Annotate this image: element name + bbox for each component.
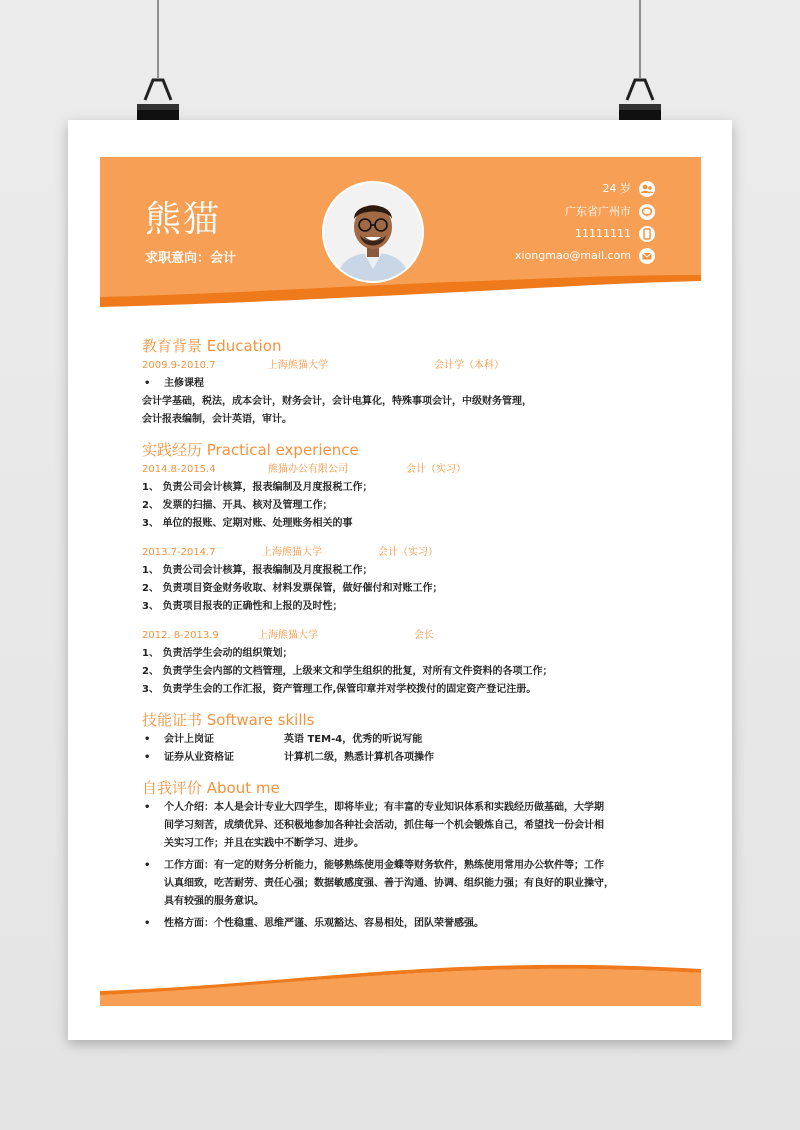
about-item (142, 857, 672, 911)
about-text: 个性稳重、思维严谨、乐观豁达、容易相处，团队荣誉感强。 (214, 918, 484, 929)
avatar-photo-icon (324, 183, 422, 281)
job-item: 1、 负责公司会计核算，报表编制及月度报税工作； (142, 482, 373, 493)
about-title: 自我评价 About me (142, 779, 280, 797)
job-role: 会长 (414, 630, 434, 641)
resume-body (142, 335, 672, 933)
courses-line: 会计学基础，税法，成本会计，财务会计，会计电算化，特殊事项会计，中级财务管理， (142, 396, 532, 407)
job-item: 3、 负责学生会的工作汇报，资产管理工作,保管印章并对学校拨付的固定资产登记注册。 (142, 684, 537, 695)
mail-icon (639, 248, 655, 264)
footer-wave (100, 963, 701, 1006)
education-school: 上海熊猫大学 (268, 360, 328, 371)
resume-header (100, 157, 701, 317)
job-item: 3、 负责项目报表的正确性和上报的及时性； (142, 601, 343, 612)
job-item: 3、 单位的报账、定期对账、处理账务相关的事 (142, 518, 353, 529)
contact-email: xiongmao@mail.com (515, 249, 631, 262)
contact-phone: 11111111 (575, 227, 631, 240)
practice-title: 实践经历 Practical experience (142, 441, 359, 459)
job-item: 2、 发票的扫描、开具、核对及管理工作； (142, 500, 333, 511)
about-text: 关实习工作；并且在实践中不断学习、进步。 (164, 838, 364, 849)
skill-row (142, 731, 672, 749)
job-date: 2014.8-2015.4 (142, 464, 216, 475)
about-item (142, 799, 672, 853)
education-major: 会计学（本科） (434, 360, 504, 371)
courses-label: • 主修课程 (142, 375, 672, 393)
job-role: 会计（实习） (406, 464, 466, 475)
about-text: 认真细致，吃苦耐劳、责任心强；数据敏感度强、善于沟通、协调、组织能力强；有良好的职业操守， (164, 878, 614, 889)
job-header (142, 627, 672, 645)
about-text: 本人是会计专业大四学生，即将毕业；有丰富的专业知识体系和实践经历做基础，大学期 (214, 802, 604, 813)
about-text: 间学习刻苦，成绩优异、还积极地参加各种社会活动，抓住每一个机会锻炼自己，希望找一份会计相 (164, 820, 604, 831)
skill-row (142, 749, 672, 767)
binder-clip-left-icon (131, 0, 185, 140)
job-date: 2013.7-2014.7 (142, 547, 216, 558)
contact-age: 24 岁 (602, 182, 631, 195)
job-date: 2012. 8-2013.9 (142, 630, 219, 641)
education-date: 2009.9-2010.7 (142, 360, 216, 371)
job-item: 2、 负责项目资金财务收取、材料发票保管，做好催付和对账工作； (142, 583, 443, 594)
resume-page (100, 157, 701, 1006)
education-row (142, 357, 672, 375)
job-item: 1、 负责公司会计核算，报表编制及月度报税工作； (142, 565, 373, 576)
job-item: 1、 负责活学生会动的组织策划； (142, 648, 293, 659)
about-label: 工作方面： (164, 860, 214, 871)
job-org: 上海熊猫大学 (262, 547, 322, 558)
about-text: 具有较强的服务意识。 (164, 896, 264, 907)
skill-left: 证券从业资格证 (164, 752, 234, 763)
job-header (142, 461, 672, 479)
job-header (142, 544, 672, 562)
person-icon (639, 181, 655, 197)
about-label: 个人介绍： (164, 802, 214, 813)
binder-clip-right-icon (613, 0, 667, 140)
about-item (142, 915, 672, 933)
job-role: 会计（实习） (378, 547, 438, 558)
skill-left: 会计上岗证 (164, 734, 214, 745)
contact-location: 广东省广州市 (565, 205, 631, 218)
avatar (322, 181, 424, 283)
job-intent: 求职意向：会计 (145, 251, 237, 266)
about-label: 性格方面： (164, 918, 214, 929)
candidate-name: 熊猫 (145, 199, 222, 240)
job-org: 熊猫办公有限公司 (268, 464, 348, 475)
skills-title: 技能证书 Software skills (142, 711, 315, 729)
job-item: 2、 负责学生会内部的文档管理，上级来文和学生组织的批复，对所有文件资料的各项工作； (142, 666, 553, 677)
job-org: 上海熊猫大学 (258, 630, 318, 641)
location-icon (639, 204, 655, 220)
courses-line: 会计报表编制，会计英语，审计。 (142, 414, 292, 425)
phone-icon (639, 226, 655, 242)
education-title: 教育背景 Education (142, 337, 282, 355)
about-text: 有一定的财务分析能力，能够熟练使用金蝶等财务软件，熟练使用常用办公软件等；工作 (214, 860, 604, 871)
skill-right: 英语 TEM-4，优秀的听说写能 (284, 734, 423, 745)
skill-right: 计算机二级，熟悉计算机各项操作 (284, 752, 434, 763)
